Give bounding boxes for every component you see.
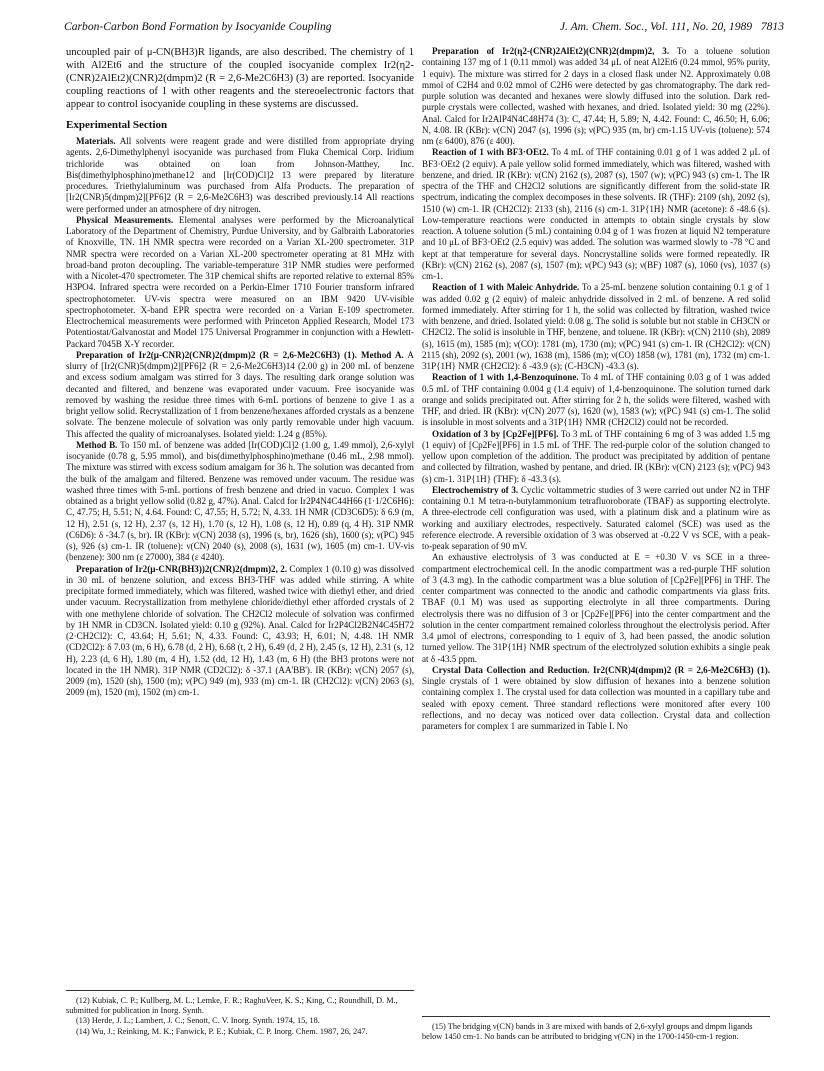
crystal-data-paragraph bbox=[422, 665, 770, 733]
method-b-text: To 150 mL of benzene was added [Ir(COD)Cl]2 (1.00 g, 1.49 mmol), 2,6-xylyl isocyanide (0.78 g, 5.95 mmol), and bis(dimethylphosphino)methane (0.46 mL, 2.98 mmol). The mixture was stirred with excess sodium amalgam for 36 h. The solution was decanted from the bulk of the amalgam and filtered. Benzene was removed under vacuum. The residue was washed three times with 5-mL portions of fresh benzene and dried in vacuo. Complex 1 was obtained as a bright yellow solid (0.82 g, 47%). Anal. Calcd for Ir2P4N4C44H66 (1·1/2C6H6): C, 47.75; H, 5.51; N, 4.64. Found: C, 47.55; H, 5.72; N, 4.33. 1H NMR (CD3C6D5): δ 6.9 (m, 12 H), 2.51 (s, 12 H), 2.37 (s, 12 H), 1.70 (s, 12 H), 1.08 (s, 12 H), 0.89 (q, 4 H). 31P NMR (C6D6): δ -34.7 (s, br). IR (KBr): ν(CN) 2038 (s), 1996 (s, br), 1626 (sh), 1600 (s); ν(PC) 945 (s), 926 (s) cm-1. IR (toluene): ν(CN) 2040 (s), 2008 (s), 1631 (w), 1605 (m) cm-1. UV-vis (benzene): 300 nm (ε 27000), 384 (ε 4240). bbox=[66, 439, 414, 563]
maleic-text: To a 25-mL benzene solution containing 0.1 g of 1 was added 0.02 g (2 equiv) of maleic anhydride dissolved in 2 mL of benzene. A red solid formed immediately. After stirring for 1 h, the solid was collected by filtration, washed twice with benzene, and dried. Isolated yield: 0.08 g. The solid is soluble but not stable in CH3CN or CH2Cl2. The solid is insoluble in THF, benzene, and toluene. IR (KBr): ν(CN) 2110 (sh), 2089 (s), 1615 (m), 1585 (m); ν(CO): 1781 (m), 1730 (m); ν(PC) 941 (s) cm-1. IR (CH2Cl2): ν(CN) 2115 (sh), 2092 (s), 2001 (w), 1638 (m), 1586 (m); ν(CO) 1858 (w), 1781 (m), 1732 (m) cm-1. 31P{1H} NMR (CH2Cl2): δ -43.9 (s); (C-H3CN) -43.3 (s). bbox=[422, 282, 770, 371]
prep-1-paragraph bbox=[66, 350, 414, 440]
physical-measurements-text: Elemental analyses were performed by the Microanalytical Laboratory of the Department of Chemistry, Purdue University, and by Galbraith Laboratories of Knoxville, TN. 1H NMR spectra were recorded on a Varian XL-200 spectrometer. 31P NMR spectra were recorded on a Varian XL-200 spectrometer operating at 81 MHz with broad-band proton decoupling. The variable-temperature 31P NMR studies were performed with a Nicolet-470 spectrometer. The 31P chemical shifts are reported relative to external 85% H3PO4. Infrared spectra were recorded on a Perkin-Elmer 1710 Fourier transform infrared spectrophotometer. UV-vis spectra were measured on an IBM 9420 UV-visible spectrophotometer. X-band EPR spectra were recorded on a Varian E-109 spectrometer. Electrochemical measurements were performed with Princeton Applied Research, Model 173 Potentiostat/Galvanostat and Model 175 Universal Programmer in conjunction with a Hewlett-Packard 7045B X-Y recorder. bbox=[66, 214, 414, 349]
left-footnotes bbox=[66, 982, 414, 1037]
running-title: Carbon-Carbon Bond Formation by Isocyanide Coupling bbox=[64, 20, 332, 33]
intro-paragraph: uncoupled pair of μ-CN(BH3)R ligands, are also described. The chemistry of 1 with Al2Et6 and the structure of the coupled isocyanide complex Ir2(η2-(CNR)2AlEt2)(CNR)2(dmpm)2 (R = 2,6-Me2C6H3) (3) are reported. Isocyanide coupling reactions of 1 with other reagents and the stereoelectronic factors that appear to control isocyanide coupling in these systems are discussed. bbox=[66, 47, 414, 110]
page-number: 7813 bbox=[760, 20, 784, 33]
oxidation-paragraph bbox=[422, 429, 770, 485]
method-b-heading: Method B. bbox=[76, 439, 118, 450]
journal-name: J. Am. Chem. Soc., Vol. 111, No. 20, 1989 bbox=[559, 20, 753, 33]
electrochemistry-heading: Electrochemistry of 3. bbox=[432, 484, 519, 495]
method-b-paragraph bbox=[66, 440, 414, 564]
prep-2-heading: Preparation of Ir2(μ-CNR(BH3))2(CNR)2(dmpm)2, 2. bbox=[76, 563, 288, 574]
left-column bbox=[66, 46, 414, 1046]
bf3-paragraph bbox=[422, 147, 770, 282]
oxidation-heading: Oxidation of 3 by [Cp2Fe][PF6]. bbox=[432, 428, 559, 439]
crystal-data-heading: Crystal Data Collection and Reduction. Ir2(CNR)4(dmpm)2 (R = 2,6-Me2C6H3) (1). bbox=[432, 664, 770, 675]
prep-3-text: To a toluene solution containing 137 mg of 1 (0.11 mmol) was added 34 μL of neat Al2Et6 (0.24 mmol, 95% purity, 1 equiv). The mixture was stirred for 2 days in a closed flask under N2. Approximately 0.08 mmol of C2H4 and 0.02 mmol of C2H6 were detected by gas chromatography. The dark red-purple solution was decanted and hexanes were slowly diffused into the solution. Dark red-purple crystals were collected, washed with hexanes, and dried. Isolated yield: 30 mg (22%). Anal. Calcd for Ir2AlP4N4C48H74 (3): C, 47.44; H, 5.89; N, 4.42. Found: C, 46.50; H, 6.06; N, 4.08. IR (KBr): ν(CN) 2047 (s), 1996 (s); ν(PC) 935 (m, br) cm-1.15 UV-vis (toluene): 574 nm (ε 6400), 876 (ε 400). bbox=[422, 46, 770, 146]
right-footnotes bbox=[422, 1008, 770, 1042]
electrochemistry-paragraph bbox=[422, 485, 770, 553]
quinone-paragraph bbox=[422, 372, 770, 428]
bf3-text: To 4 mL of THF containing 0.01 g of 1 was added 2 μL of BF3·OEt2 (2 equiv). A pale yellow solid formed immediately, which was filtered, washed with benzene, and dried. IR (KBr): ν(CN) 2162 (s), 2087 (s), 1507 (w); ν(PC) 943 (s) cm-1. The IR spectra of the THF and CH2Cl2 solutions are significantly different from the solid-state IR spectrum, indicating the complex decomposes in these solvents. IR (THF): 2109 (sh), 2092 (s), 1510 (w) cm-1. IR (CH2Cl2): 2133 (sh), 2116 (s) cm-1. 31P{1H} NMR (acetone): δ -48.6 (s). Low-temperature reactions were conducted in attempts to obtain single crystals by slow reaction. A toluene solution (5 mL) containing 0.04 g of 1 was frozen at liquid N2 temperature and 10 μL of BF3·OEt2 (2.5 equiv) was added. The solution was warmed slowly to -78 °C and kept at that temperature for several days. Noncrystalline solids were formed repeatedly. IR (KBr): ν(CN) 2162 (s), 2087 (s), 1507 (m); ν(PC) 943 (s); ν(BF) 1087 (s), 1060 (vs), 1037 (s) cm-1. bbox=[422, 147, 770, 281]
quinone-heading: Reaction of 1 with 1,4-Benzoquinone. bbox=[432, 372, 579, 383]
prep-3-heading: Preparation of Ir2(η2-(CNR)2AlEt2)(CNR)2(dmpm)2, 3. bbox=[432, 46, 670, 56]
footnote-14: (14) Wu, J.; Reinking, M. K.; Fanwick, P. E.; Kubiak, C. P. Inorg. Chem. 1987, 26, 247. bbox=[76, 1026, 368, 1036]
oxidation-text: To 3 mL of THF containing 6 mg of 3 was added 1.5 mg (1 equiv) of [Cp2Fe][PF6] in 1.5 mL of THF. The red-purple color of the solution changed to yellow upon completion of the addition. The product was precipitated by addition of pentane and collected by filtration, washed by pentane, and dried. IR (KBr): ν(CN) 2123 (s); ν(PC) 943 (s) cm-1. 31P{1H} (THF): δ -43.3 (s). bbox=[422, 428, 770, 484]
quinone-text: To 4 mL of THF containing 0.03 g of 1 was added 0.5 mL of THF containing 0.004 g (1.4 equiv) of 1,4-benzoquinone. The solution turned dark orange and solids precipitated out. After stirring for 2 h, the solids were filtered, washed with THF, and dried. IR (KBr): ν(CN) 2077 (s), 1620 (w), 1583 (w); ν(PC) 941 (s) cm-1. The solid is insoluble in most solvents and a 31P{1H} NMR (CH2Cl2) could not be recorded. bbox=[422, 372, 770, 428]
physical-measurements-heading: Physical Measurements. bbox=[76, 214, 174, 225]
crystal-data-text: Single crystals of 1 were obtained by slow diffusion of hexanes into a benzene solution containing complex 1. The crystal used for data collection was mounted in a capillary tube and sealed with epoxy cement. Three standard reflections were monitored after every 100 reflections, and no decay was noticed over data collection. Crystal data and collection parameters for complex 1 are summarized in Table I. No bbox=[422, 676, 770, 731]
electrolysis-paragraph: An exhaustive electrolysis of 3 was conducted at E = +0.30 V vs SCE in a three-compartment electrochemical cell. In the anodic compartment was a red-purple THF solution of 3 (4.3 mg). In the cathodic compartment was a blue solution of [Cp2Fe][PF6] in THF. The center compartment was connected to the anodic and cathodic compartments via glass frits. TBAF (0.1 M) was used as supporting electrolyte in all three compartments. During electrolysis there was no diffusion of 3 or [Cp2Fe][PF6] into the center compartment and the solution in the center compartment remained colorless throughout the electrolysis period. After 3.4 μmol of electrons, corresponding to 1 equiv of 3, had been passed, the anodic solution turned yellow. The 31P{1H} NMR spectrum of the electrolyzed solution exhibits a single peak at δ -43.5 ppm. bbox=[422, 552, 770, 664]
prep-2-paragraph bbox=[66, 564, 414, 699]
maleic-heading: Reaction of 1 with Maleic Anhydride. bbox=[432, 282, 580, 293]
prep-1-text: A slurry of [Ir2(CNR)5(dmpm)2][PF6]2 (R = 2,6-Me2C6H3)14 (2.00 g) in 200 mL of benzene and excess sodium amalgam was stirred for 3 days. The resulting dark orange solution was decanted and filtered, and benzene was evaporated under vacuum. Free isocyanide was removed by washing the residue three times with 6-mL portions of benzene to give 1 as a bright yellow solid. Recrystallization of 1 from benzene/hexanes afforded crystals as a benzene solvate. The benzene molecule of solvation was only partly removable under high vacuum. This affected the quality of microanalyses. Isolated yield: 1.24 g (85%). bbox=[66, 349, 414, 439]
materials-paragraph bbox=[66, 136, 414, 215]
materials-heading: Materials. bbox=[76, 136, 116, 146]
footnote-12: (12) Kubiak, C. P.; Kullberg, M. L.; Lemke, F. R.; RaghuVeer, K. S.; King, C.; Roundhill, D. M., submitted for publication in Inorg. Synth. bbox=[66, 996, 398, 1016]
footnote-13: (13) Herde, J. L.; Lambert, J. C.; Senott, C. V. Inorg. Synth. 1974, 15, 18. bbox=[76, 1016, 320, 1026]
section-heading: Experimental Section bbox=[66, 119, 168, 131]
materials-text: All solvents were reagent grade and were distilled from appropriate drying agents. 2,6-Dimethylphenyl isocyanide was purchased from Fluka Chemical Corp. Iridium trichloride was obtained on loan from Johnson-Matthey, Inc. Bis(dimethylphosphino)methane12 and [Ir(COD)Cl]2 13 were prepared by literature procedures. Triethylaluminum was purchased from Alfa Products. The preparation of [Ir2(CNR)5(dmpm)2][PF6]2 (R = 2,6-Me2C6H3) was described previously.14 All reactions were performed under an atmosphere of dry nitrogen. bbox=[66, 136, 414, 214]
maleic-paragraph bbox=[422, 282, 770, 372]
right-column bbox=[422, 46, 770, 1046]
journal-citation bbox=[560, 20, 784, 33]
bf3-heading: Reaction of 1 with BF3·OEt2. bbox=[432, 147, 549, 158]
prep-3-paragraph bbox=[422, 46, 770, 147]
footnote-rule bbox=[422, 1016, 770, 1017]
prep-1-heading: Preparation of Ir2(μ-CNR)2(CNR)2(dmpm)2 (R = 2,6-Me2C6H3) (1). Method A. bbox=[76, 349, 404, 360]
electrochemistry-text: Cyclic voltammetric studies of 3 were carried out under N2 in THF containing 0.1 M tetra-n-butylammonium tetrafluoroborate (TBAF) as supporting electrolyte. A three-electrode cell configuration was used, with a platinum disk and a platinum wire as working and auxiliary electrodes, respectively. Saturated calomel (SCE) was used as the reference electrode. A reversible oxidation of 3 was observed at -0.22 V vs SCE, with a peak-to-peak separation of 90 mV. bbox=[422, 484, 770, 551]
prep-2-text: Complex 1 (0.10 g) was dissolved in 30 mL of benzene solution, and excess BH3-THF was added while stirring. A white precipitate formed immediately, which was filtered, washed twice with diethyl ether, and dried under vacuum. Recrystallization from methylene chloride/diethyl ether afforded crystals of 2 with one methylene chloride of solvation. The CH2Cl2 molecule of solvation was confirmed by 1H NMR in CD3CN. Isolated yield: 0.10 g (92%). Anal. Calcd for Ir2P4Cl2B2N4C45H72 (2·CH2Cl2): C, 43.64; H, 5.61; N, 4.33. Found: C, 43.93; H, 6.01; N, 4.48. 1H NMR (CD2Cl2): δ 7.03 (m, 6 H), 6.78 (d, 2 H), 6.68 (t, 2 H), 6.49 (d, 2 H), 2.45 (s, 12 H), 2.31 (s, 12 H), 2.23 (d, 6 H), 1.80 (m, 4 H), 1.52 (dd, 12 H), 1.43 (m, 6 H) (the BH3 protons were not located in the 1H NMR). 31P NMR (CD2Cl2): δ -37.1 (AA'BB'). IR (KBr): ν(CN) 2057 (s), 2009 (m), 1520 (sh), 1500 (m); ν(PC) 949 (m), 933 (m) cm-1. IR (CH2Cl2): ν(CN) 2063 (s), 2009 (m), 1520 (m), 1502 (m) cm-1. bbox=[66, 563, 414, 698]
footnote-15: (15) The bridging ν(CN) bands in 3 are mixed with bands of 2,6-xylyl groups and dmpm ligands below 1450 cm-1. No bands can be attributed to bridging ν(CN) in the 1700-1450-cm-1 region. bbox=[422, 1022, 753, 1042]
physical-measurements-paragraph bbox=[66, 215, 414, 350]
running-header bbox=[64, 20, 784, 36]
footnote-rule bbox=[66, 990, 414, 991]
